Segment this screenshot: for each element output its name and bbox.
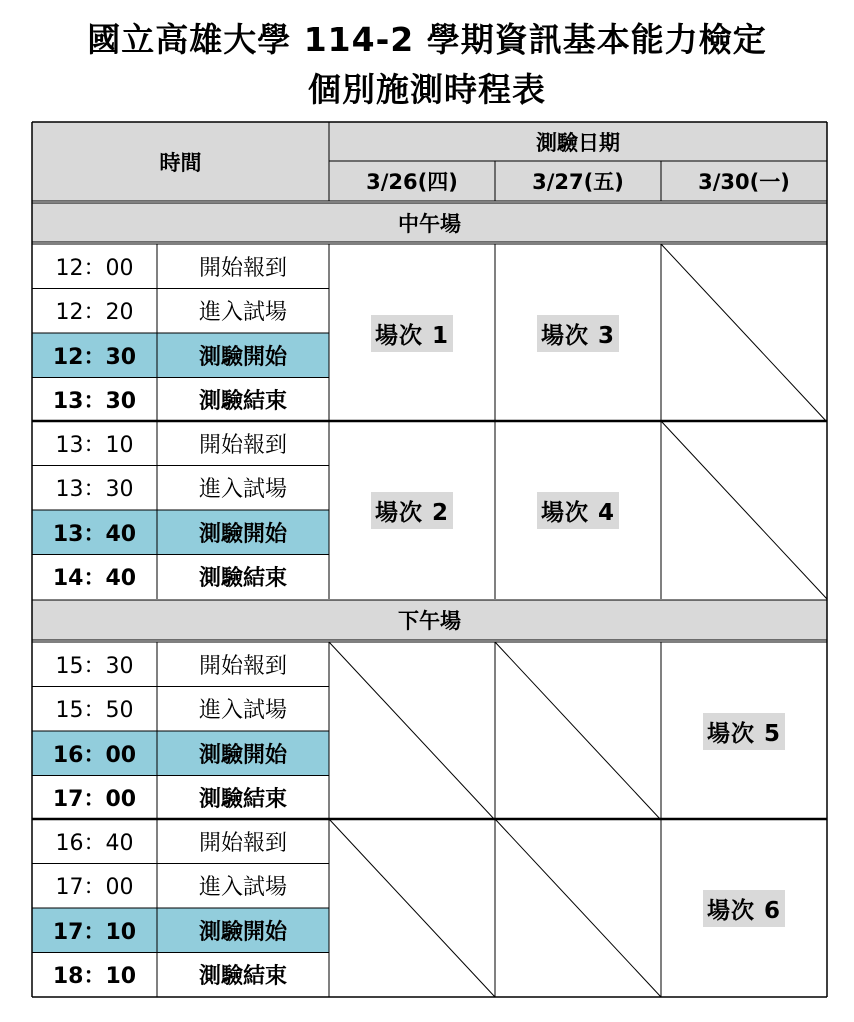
event-cell: 測驗開始 [157,333,329,378]
time-cell: 18：10 [52,964,137,990]
session-label: 場次 1 [371,315,453,352]
time-cell: 16：40 [55,830,134,856]
empty-cell-diagonal [661,244,827,422]
event-cell: 測驗開始 [157,731,329,776]
header-date-0: 3/26(四) [329,161,495,201]
event-cell: 測驗結束 [198,787,287,813]
time-cell: 17：00 [52,787,137,813]
event-cell: 開始報到 [198,432,287,458]
page-title-line1: 國立高雄大學 114-2 學期資訊基本能力檢定 [87,20,767,59]
time-cell: 13：40 [32,510,157,555]
session-label: 場次 4 [537,492,619,529]
time-cell: 17：10 [32,908,157,953]
empty-cell-diagonal [495,642,661,820]
time-cell: 17：00 [55,875,134,901]
time-cell: 12：20 [55,300,134,326]
empty-cell-diagonal [661,421,827,599]
page-title-line2: 個別施測時程表 [308,70,546,109]
time-cell: 15：50 [55,698,134,724]
event-cell: 進入試場 [198,875,287,901]
event-cell: 測驗結束 [198,964,287,990]
event-cell: 開始報到 [198,255,287,281]
header-test-date: 測驗日期 [329,122,827,161]
event-cell: 測驗開始 [157,510,329,555]
session-label: 場次 2 [371,492,453,529]
time-cell: 12：00 [55,255,134,281]
event-cell: 開始報到 [198,830,287,856]
empty-cell-diagonal [495,819,661,997]
section-noon: 中午場 [32,203,827,242]
event-cell: 測驗結束 [198,566,287,592]
time-cell: 16：00 [32,731,157,776]
time-cell: 13：10 [55,432,134,458]
event-cell: 測驗開始 [157,908,329,953]
time-cell: 13：30 [55,477,134,503]
event-cell: 進入試場 [198,300,287,326]
event-cell: 進入試場 [198,477,287,503]
time-cell: 15：30 [55,653,134,679]
time-cell: 13：30 [52,389,137,415]
time-cell: 12：30 [32,333,157,378]
header-date-2: 3/30(一) [661,161,827,201]
empty-cell-diagonal [329,819,495,997]
section-afternoon: 下午場 [32,600,827,640]
session-label: 場次 6 [703,890,785,927]
header-date-1: 3/27(五) [495,161,661,201]
session-label: 場次 5 [703,713,785,750]
time-cell: 14：40 [52,566,137,592]
event-cell: 開始報到 [198,653,287,679]
header-time: 時間 [32,122,329,201]
empty-cell-diagonal [329,642,495,820]
event-cell: 測驗結束 [198,389,287,415]
session-label: 場次 3 [537,315,619,352]
event-cell: 進入試場 [198,698,287,724]
